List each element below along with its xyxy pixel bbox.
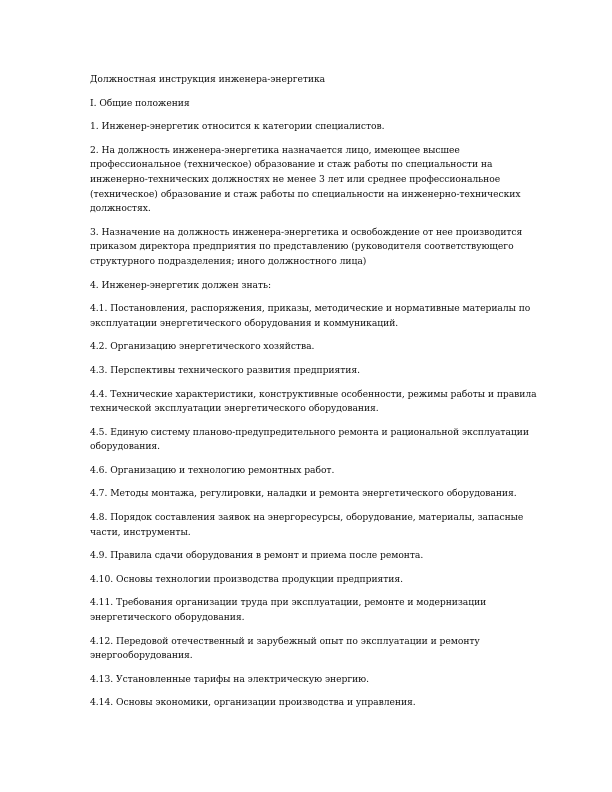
- paragraph-line: 4.2. Организацию энергетического хозяйства.: [90, 341, 315, 353]
- paragraph: [90, 226, 530, 270]
- paragraph: [90, 464, 530, 479]
- paragraph-line: 4.6. Организацию и технологию ремонтных работ.: [90, 464, 335, 476]
- paragraph-line: 4.9. Правила сдачи оборудования в ремонт и приема после ремонта.: [90, 550, 424, 562]
- paragraph: [90, 388, 537, 417]
- document-content: [90, 73, 537, 720]
- paragraph: [90, 673, 530, 688]
- paragraph: [90, 635, 530, 664]
- paragraph-line: 4.7. Методы монтажа, регулировки, наладки и ремонта энергетического оборудования.: [90, 488, 517, 500]
- paragraph-line: части, инструменты.: [90, 526, 191, 538]
- paragraph-line: 4.8. Порядок составления заявок на энергоресурсы, оборудование, материалы, запасные: [90, 512, 524, 524]
- paragraph: [90, 144, 530, 217]
- paragraph-line: 4.1. Постановления, распоряжения, приказы, методические и нормативные материалы по: [90, 303, 531, 315]
- paragraph: [90, 302, 530, 331]
- paragraph-line: 4.11. Требования организации труда при эксплуатации, ремонте и модернизации: [90, 597, 487, 609]
- paragraph-line: профессиональное (техническое) образование и стаж работы по специальности на: [90, 159, 493, 171]
- paragraph: [90, 696, 530, 711]
- document-title: [90, 73, 530, 88]
- paragraph-line: 4.13. Установленные тарифы на электрическую энергию.: [90, 673, 369, 685]
- paragraph-line: технической эксплуатации энергетического оборудования.: [90, 403, 379, 415]
- paragraph-line: инженерно-технических должностях не менее 3 лет или среднее профессиональное: [90, 173, 501, 185]
- paragraph-line: 4.5. Единую систему планово-предупредительного ремонта и рациональной эксплуатации: [90, 426, 529, 438]
- paragraph-line: 4.12. Передовой отечественный и зарубежный опыт по эксплуатации и ремонту: [90, 635, 480, 647]
- paragraph-line: (техническое) образование и стаж работы по специальности на инженерно-технических: [90, 188, 521, 200]
- paragraph: [90, 487, 530, 502]
- paragraph-line: эксплуатации энергетического оборудования и коммуникаций.: [90, 317, 399, 329]
- paragraph-line: 2. На должность инженера-энергетика назначается лицо, имеющее высшее: [90, 144, 460, 156]
- paragraph-line: 1. Инженер-энергетик относится к категории специалистов.: [90, 121, 385, 133]
- paragraph: [90, 279, 530, 294]
- paragraph-line: 4. Инженер-энергетик должен знать:: [90, 279, 272, 291]
- paragraph-line: приказом директора предприятия по представлению (руководителя соответствующего: [90, 241, 514, 253]
- paragraph-line: энергетического оборудования.: [90, 612, 245, 624]
- paragraph-line: 4.10. Основы технологии производства продукции предприятия.: [90, 573, 403, 585]
- paragraph: [90, 596, 530, 625]
- paragraph-line: 4.14. Основы экономики, организации производства и управления.: [90, 697, 416, 709]
- paragraph-list: [90, 120, 537, 711]
- paragraph: [90, 120, 530, 135]
- paragraph: [90, 364, 530, 379]
- paragraph: [90, 549, 530, 564]
- paragraph-line: 3. Назначение на должность инженера-энергетика и освобождение от нее производится: [90, 226, 523, 238]
- paragraph-line: должностях.: [90, 203, 151, 215]
- paragraph: [90, 340, 530, 355]
- section-line: I. Общие положения: [90, 97, 190, 109]
- paragraph-line: энергооборудования.: [90, 650, 193, 662]
- paragraph-line: 4.3. Перспективы технического развития предприятия.: [90, 364, 360, 376]
- paragraph: [90, 573, 530, 588]
- paragraph-line: оборудования.: [90, 441, 161, 453]
- title-line: Должностная инструкция инженера-энергетика: [90, 74, 326, 85]
- paragraph: [90, 426, 530, 455]
- paragraph: [90, 511, 530, 540]
- paragraph-line: 4.4. Технические характеристики, конструктивные особенности, режимы работы и правила: [90, 388, 537, 400]
- section-heading: [90, 97, 530, 112]
- paragraph-line: структурного подразделения; иного должностного лица): [90, 255, 367, 267]
